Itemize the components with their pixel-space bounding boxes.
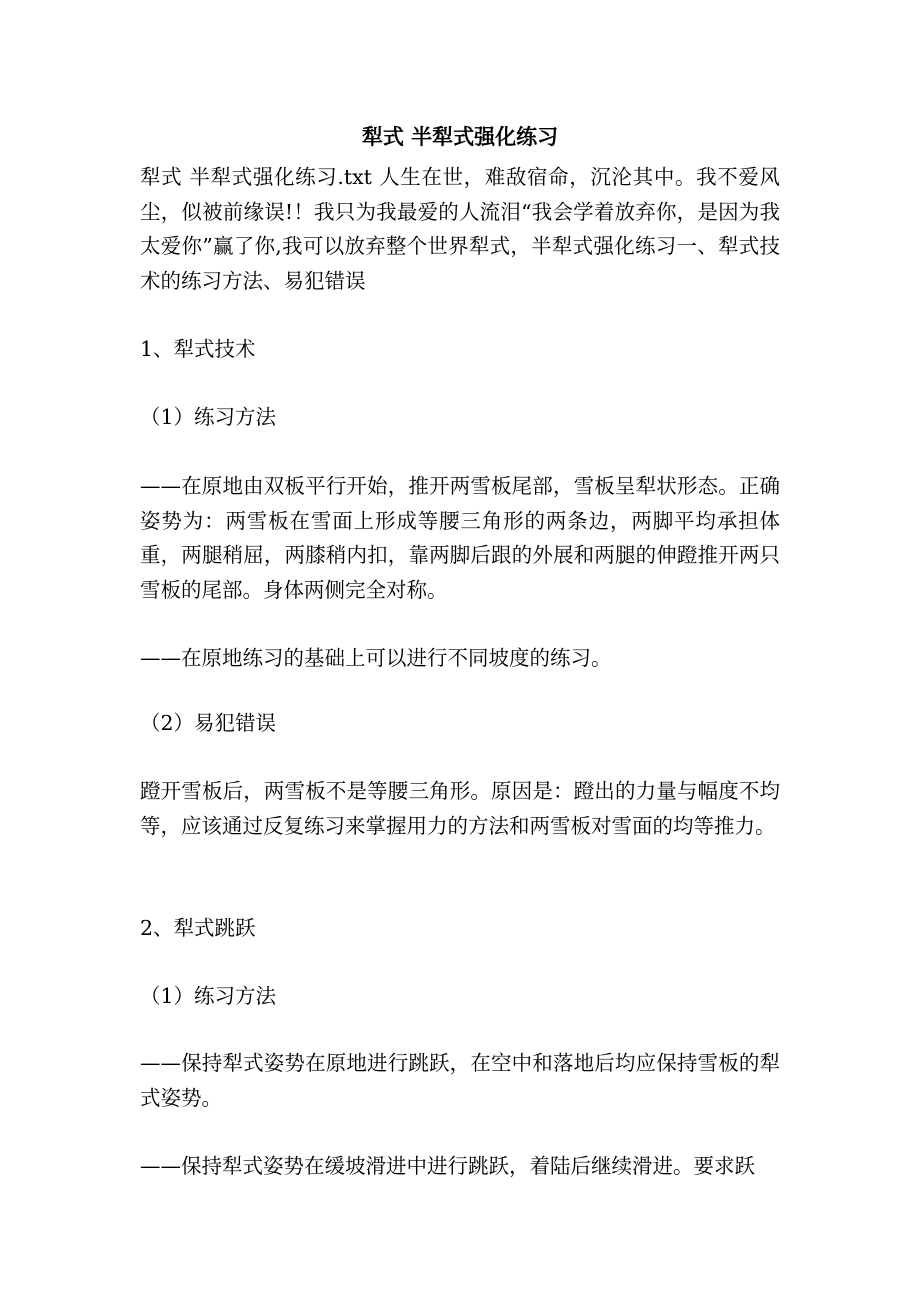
- document-title: 犁式 半犁式强化练习: [361, 124, 559, 149]
- subheading-practice-method: （1）练习方法: [140, 405, 277, 429]
- section-heading-plow-jump: 2、犁式跳跃: [140, 916, 256, 940]
- subheading-jump-practice-method: （1）练习方法: [140, 984, 277, 1008]
- paragraph-practice-description: ——在原地由双板平行开始，推开两雪板尾部，雪板呈犁状形态。正确姿势为：两雪板在雪面上形成等腰三角形的两条边，两脚平均承担体重，两腿稍屈，两膝稍内扣，靠两脚后跟的外展和两腿的伸蹬推开两只雪板的尾部。身体两侧完全对称。: [140, 474, 780, 602]
- intro-paragraph: 犁式 半犁式强化练习.txt 人生在世，难敌宿命，沉沦其中。我不爱风尘，似被前缘误!！我只为我最爱的人流泪“我会学着放弃你，是因为我太爱你”赢了你,我可以放弃整个世界犁式，半犁式强化练习一、犁式技术的练习方法、易犯错误: [140, 165, 780, 293]
- subheading-common-errors: （2）易犯错误: [140, 711, 277, 735]
- section-heading-plow-technique: 1、犁式技术: [140, 337, 256, 361]
- paragraph-error-description: 蹬开雪板后，两雪板不是等腰三角形。原因是：蹬出的力量与幅度不均等，应该通过反复练习来掌握用力的方法和两雪板对雪面的均等推力。: [140, 779, 780, 838]
- paragraph-jump-on-slope: ——保持犁式姿势在缓坡滑进中进行跳跃，着陆后继续滑进。要求跃: [140, 1154, 755, 1178]
- paragraph-jump-in-place: ——保持犁式姿势在原地进行跳跃，在空中和落地后均应保持雪板的犁式姿势。: [140, 1051, 780, 1110]
- paragraph-slope-practice: ——在原地练习的基础上可以进行不同坡度的练习。: [140, 646, 612, 670]
